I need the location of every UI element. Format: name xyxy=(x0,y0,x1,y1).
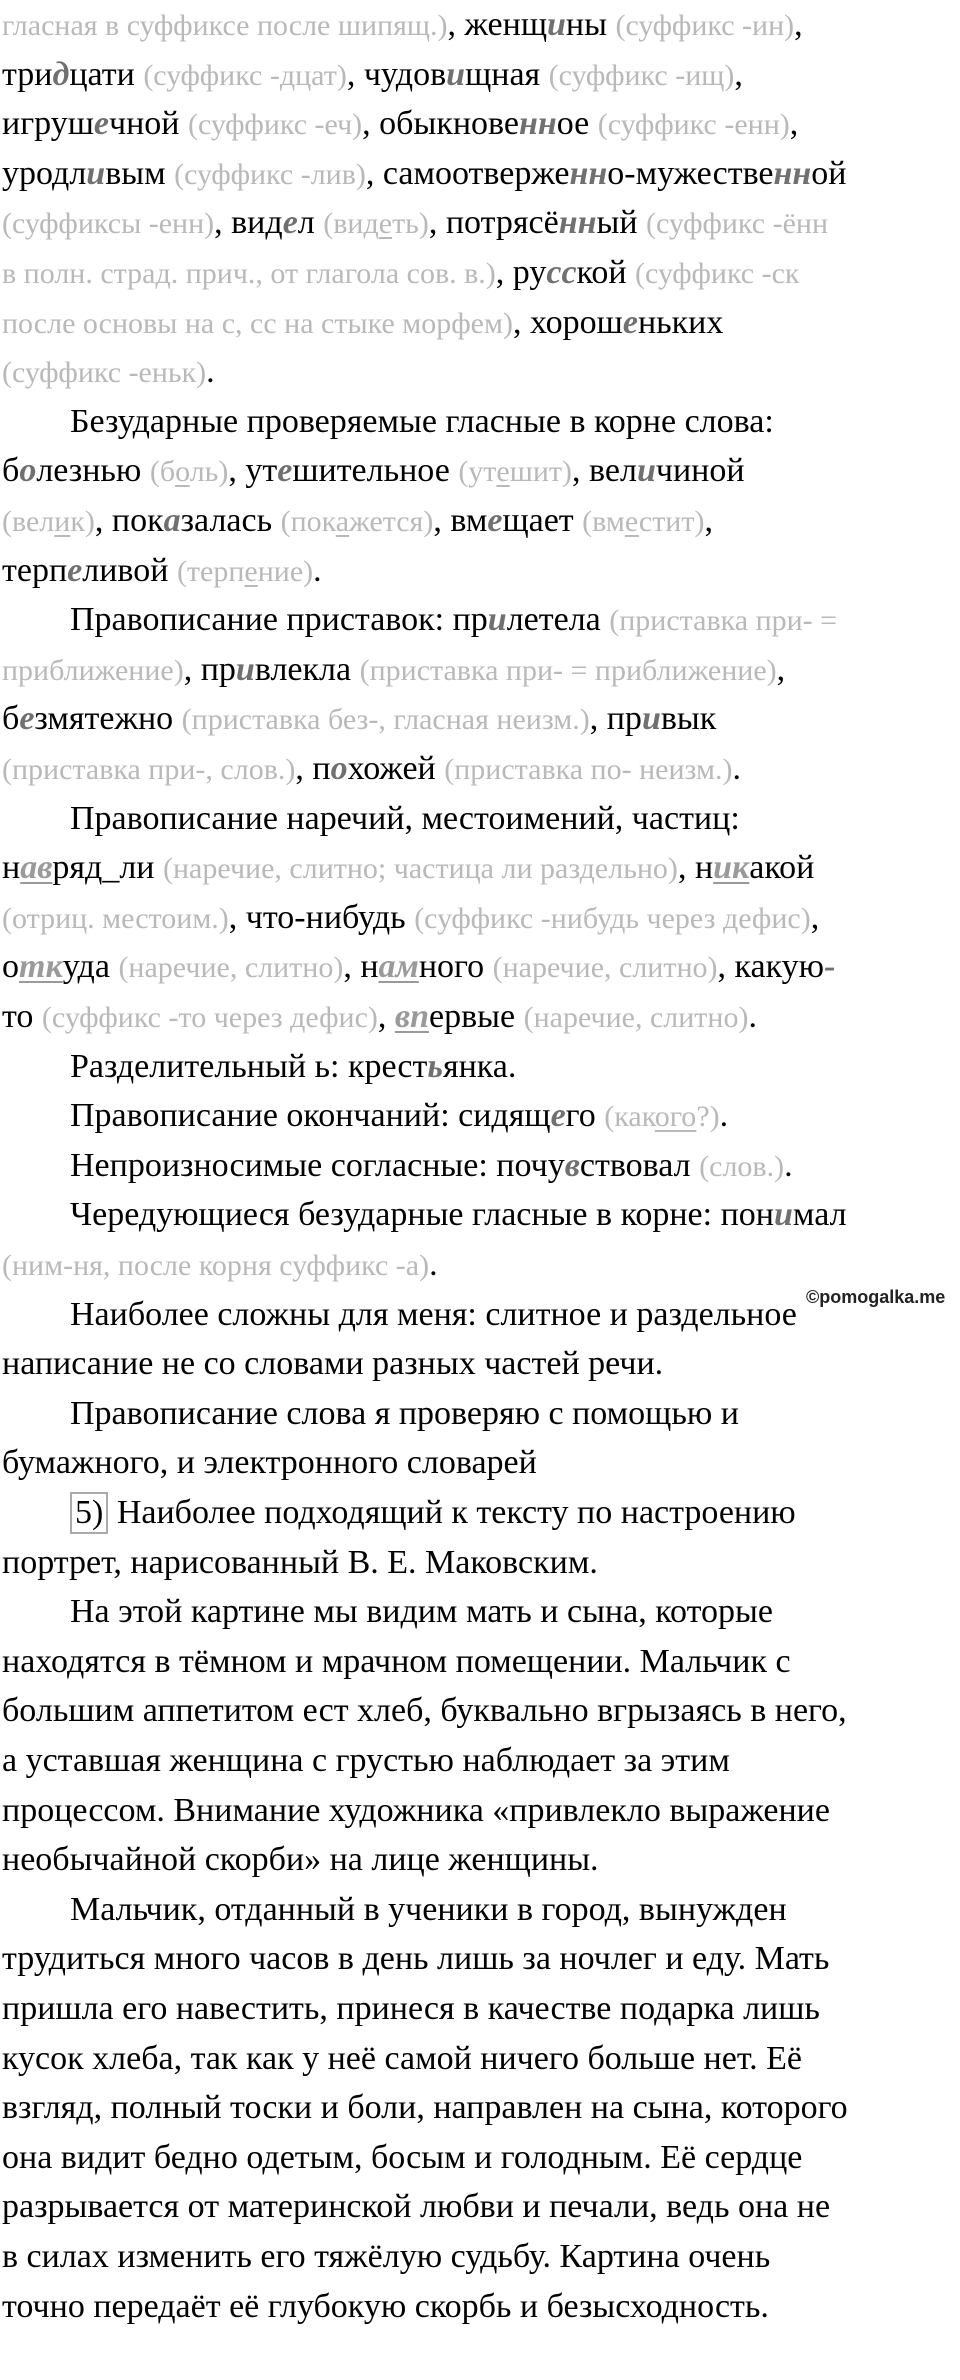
text-segment: На этой картине мы видим мать и сына, которые xyxy=(70,1593,773,1631)
text-segment: точно передаёт её глубокую скорбь и безысходность. xyxy=(2,2287,769,2325)
watermark: ©pomogalka.me xyxy=(806,1287,946,1307)
text-segment: влекла xyxy=(254,650,360,688)
text-segment: Правописание наречий, местоимений, частиц: xyxy=(70,799,740,837)
item-number: 5) xyxy=(70,1492,108,1534)
text-segment: лезнью xyxy=(36,452,150,490)
text-segment: . xyxy=(313,551,322,589)
highlighted-letter: и xyxy=(641,700,661,738)
text-segment: ервые xyxy=(428,998,524,1035)
text-segment: , вид xyxy=(214,204,283,242)
text-segment: акой xyxy=(749,849,815,887)
text-segment: процессом. Внимание художника «привлекло выражение xyxy=(2,1791,830,1829)
text-segment: уда xyxy=(62,948,119,986)
text-segment: , н xyxy=(677,849,714,887)
text-segment: . xyxy=(429,1246,438,1283)
text-segment: ряд_ли xyxy=(52,849,164,887)
grey-note: (ним-ня, после корня суффикс -а) xyxy=(2,1249,430,1282)
grey-note: (наречие, слитно) xyxy=(523,1001,749,1034)
text-segment: го xyxy=(565,1097,605,1135)
grey-note: к) xyxy=(70,505,95,538)
text-segment: в силах изменить его тяжёлую судьбу. Картина очень xyxy=(2,2238,771,2275)
text-segment: а уставшая женщина с грустью наблюдает за этим xyxy=(2,1742,730,1779)
text-segment: Наиболее подходящий к тексту по настроению xyxy=(108,1494,796,1531)
text-segment: цати xyxy=(69,55,144,93)
text-line xyxy=(2,496,713,546)
text-line xyxy=(70,1488,796,1538)
text-segment: , xyxy=(704,502,713,539)
grey-note: (как xyxy=(604,1100,655,1134)
text-segment: она видит бедно одетым, босым и голодным. Её сердце xyxy=(2,2138,803,2176)
text-segment: , самоотверже xyxy=(365,154,570,192)
grey-note-underlined: о xyxy=(175,455,190,489)
grey-note-underlined: е xyxy=(378,207,393,241)
highlighted-letter: ь xyxy=(427,1047,443,1085)
highlighted-letter: в xyxy=(564,1146,580,1184)
text-segment: , пр xyxy=(183,650,236,688)
text-line xyxy=(2,2232,770,2282)
grey-note: (суффиксы -енн) xyxy=(2,207,215,241)
text-line xyxy=(2,2034,802,2084)
grey-note: (терп xyxy=(176,554,245,588)
highlighted-prefix: ик xyxy=(713,849,750,887)
highlighted-letter: и xyxy=(86,154,106,192)
text-line xyxy=(2,1934,829,1984)
text-segment: , ут xyxy=(228,452,278,490)
text-line xyxy=(2,1786,830,1836)
highlighted-prefix: ав xyxy=(20,849,53,887)
grey-note: (ут xyxy=(458,455,497,489)
grey-note: ние) xyxy=(257,554,314,588)
text-segment: , н xyxy=(343,948,379,986)
grey-note: (б xyxy=(149,455,176,489)
text-line xyxy=(2,50,743,100)
text-line xyxy=(2,298,723,348)
text-line xyxy=(2,1339,663,1389)
text-line xyxy=(2,149,846,199)
grey-note: (суффикс -ищ) xyxy=(548,58,735,92)
grey-note-underlined: ого xyxy=(654,1100,697,1134)
highlighted-letter: е xyxy=(487,502,503,539)
highlighted-letter: сс xyxy=(546,254,577,291)
text-segment: разрывается от материнской любви и печали, ведь она не xyxy=(2,2188,831,2226)
text-line xyxy=(70,595,837,645)
highlighted-letter: о xyxy=(330,750,348,787)
text-line xyxy=(2,942,835,992)
text-segment: . xyxy=(206,353,215,391)
text-segment: летела xyxy=(506,601,610,639)
text-segment: Наиболее сложны для меня: слитное и раздельное xyxy=(70,1295,797,1333)
text-segment: янка. xyxy=(442,1047,517,1085)
text-line xyxy=(2,1637,791,1687)
grey-note: в полн. страд. прич., от глагола сов. в.) xyxy=(2,257,496,290)
text-segment: , женщ xyxy=(447,6,547,43)
text-segment: , хорош xyxy=(512,303,623,341)
highlighted-letter: - xyxy=(824,948,836,986)
text-segment: . xyxy=(732,750,741,787)
text-segment: Разделительный ь: крест xyxy=(70,1047,428,1085)
highlighted-letter: е xyxy=(622,303,638,341)
text-line xyxy=(70,1141,793,1191)
text-line xyxy=(70,794,740,844)
highlighted-letter: о xyxy=(19,452,37,490)
grey-note: (приставка при-, слов.) xyxy=(2,753,296,786)
highlighted-letter: нн xyxy=(558,204,597,242)
highlighted-letter: нн xyxy=(569,154,608,192)
text-segment: Правописание слова я проверяю с помощью и xyxy=(70,1394,739,1432)
text-line xyxy=(2,1984,820,2034)
highlighted-letter: и xyxy=(235,650,255,688)
text-segment: б xyxy=(2,700,20,738)
text-line xyxy=(2,2133,802,2183)
highlighted-letter: нн xyxy=(773,154,812,192)
text-segment: ливой xyxy=(82,551,177,589)
text-line xyxy=(2,2282,769,2332)
text-segment: л xyxy=(297,204,324,242)
highlighted-letter: и xyxy=(487,601,507,639)
text-line xyxy=(2,1835,599,1885)
text-segment: чиной xyxy=(655,452,745,490)
text-line xyxy=(2,744,741,794)
text-segment: шительное xyxy=(292,452,459,490)
text-segment: игруш xyxy=(2,105,94,143)
grey-note: жется) xyxy=(349,505,434,538)
text-line xyxy=(70,1885,787,1935)
text-segment: залась xyxy=(180,502,281,539)
text-line xyxy=(2,645,785,695)
grey-note: (суффикс -то через дефис) xyxy=(41,1001,378,1034)
text-line xyxy=(70,1091,728,1141)
text-segment: ньких xyxy=(637,303,724,341)
text-segment: , xyxy=(789,105,799,143)
grey-note: после основы на с, сс на стыке морфем) xyxy=(2,306,513,340)
text-line xyxy=(70,1042,516,1092)
text-line xyxy=(2,2083,848,2133)
grey-note: (слов.) xyxy=(699,1149,785,1183)
text-segment: взгляд, полный тоски и боли, направлен на сына, которого xyxy=(2,2089,848,2127)
text-segment: Правописание окончаний: сидящ xyxy=(70,1097,551,1135)
text-segment: . xyxy=(784,1146,793,1184)
grey-note: (приставка по- неизм.) xyxy=(444,753,733,786)
text-line xyxy=(2,1438,537,1488)
grey-note: (суффикс -нибудь через дефис) xyxy=(414,901,811,935)
text-segment: , пр xyxy=(589,700,642,738)
text-line xyxy=(2,1736,730,1786)
text-segment: ый xyxy=(596,204,647,242)
text-line xyxy=(2,99,798,149)
grey-note: (приставка при- = xyxy=(609,604,838,638)
text-segment: Правописание приставок: пр xyxy=(70,601,488,639)
highlighted-letter: е xyxy=(277,452,293,490)
grey-note: (пок xyxy=(280,505,336,538)
grey-note: (суффикс -ённ xyxy=(646,207,828,241)
grey-note: (вм xyxy=(582,505,625,538)
text-segment: большим аппетитом ест хлеб, буквально вгрызаясь в него, xyxy=(2,1692,847,1730)
grey-note: (наречие, слитно) xyxy=(492,951,718,985)
grey-note-underlined: а xyxy=(335,505,350,538)
text-line xyxy=(2,1240,438,1290)
grey-note: (суффикс -ск xyxy=(635,257,800,290)
text-segment: Непроизносимые согласные: почу xyxy=(70,1146,565,1184)
text-segment: написание не со словами разных частей речи. xyxy=(2,1345,664,1383)
text-segment: ой xyxy=(811,154,847,192)
text-segment: , xyxy=(810,898,820,936)
grey-note: стит) xyxy=(638,505,705,538)
highlighted-prefix: тк xyxy=(19,948,63,986)
text-line xyxy=(2,893,819,943)
text-segment: кусок хлеба, так как у неё самой ничего больше нет. Её xyxy=(2,2039,802,2077)
grey-note: (вид xyxy=(323,207,379,241)
text-segment: ое xyxy=(556,105,598,143)
text-segment: ствовал xyxy=(579,1146,700,1184)
text-segment: , ру xyxy=(495,254,547,291)
text-segment: н xyxy=(2,849,21,887)
grey-note: шит) xyxy=(509,455,573,489)
grey-note-underlined: е xyxy=(496,455,510,489)
text-segment: , xyxy=(734,55,743,93)
text-segment: ного xyxy=(418,948,493,986)
text-line xyxy=(2,843,814,893)
grey-note: (суффикс -еньк) xyxy=(2,356,207,390)
highlighted-letter: е xyxy=(282,204,298,242)
text-segment: . xyxy=(748,998,757,1035)
text-line xyxy=(2,0,803,50)
text-line xyxy=(2,1538,598,1588)
text-line xyxy=(70,1190,847,1240)
text-segment: , xyxy=(377,998,395,1035)
highlighted-letter: е xyxy=(93,105,109,143)
text-line xyxy=(2,694,716,744)
text-segment: . xyxy=(719,1097,729,1135)
text-segment: вым xyxy=(105,154,175,192)
highlighted-letter: и xyxy=(636,452,656,490)
grey-note: ть) xyxy=(392,207,429,241)
grey-note: (наречие, слитно) xyxy=(118,951,344,985)
highlighted-letter: е xyxy=(67,551,83,589)
text-segment: щная xyxy=(465,55,549,93)
text-segment: , xyxy=(794,6,803,43)
text-segment: , какую xyxy=(717,948,825,986)
text-segment: о-мужестве xyxy=(607,154,774,192)
text-line xyxy=(70,397,774,447)
text-segment: , потрясё xyxy=(428,204,559,242)
grey-note-underlined: е xyxy=(244,554,258,588)
grey-note: ?) xyxy=(696,1100,720,1134)
grey-note-underlined: и xyxy=(54,505,71,538)
text-segment: необычайной скорби» на лице женщины. xyxy=(2,1841,599,1879)
text-segment: кой xyxy=(576,254,636,291)
text-line xyxy=(2,248,800,298)
text-segment: Чередующиеся безударные гласные в корне: пон xyxy=(70,1196,774,1234)
highlighted-letter: е xyxy=(19,700,35,738)
text-segment: , вм xyxy=(433,502,488,539)
text-segment: трудиться много часов в день лишь за ночлег и еду. Мать xyxy=(2,1940,830,1978)
text-segment: , что-нибудь xyxy=(228,898,415,936)
text-segment: , обыкнове xyxy=(362,105,519,143)
text-segment: Мальчик, отданный в ученики в город, вынужден xyxy=(70,1890,787,1928)
grey-note: (суффикс -лив) xyxy=(174,157,366,191)
text-segment: портрет, нарисованный В. Е. Маковским. xyxy=(2,1543,598,1581)
highlighted-prefix: вп xyxy=(394,998,429,1035)
highlighted-letter: и xyxy=(446,55,466,93)
grey-note: гласная в суффиксе после шипящ.) xyxy=(2,9,448,42)
text-segment: то xyxy=(2,998,42,1035)
text-segment: пришла его навестить, принеся в качестве подарка лишь xyxy=(2,1990,820,2027)
text-line xyxy=(2,546,322,596)
text-segment: мал xyxy=(792,1196,847,1234)
grey-note: (наречие, слитно; частица ли раздельно) xyxy=(163,852,678,886)
grey-note: (приставка при- = приближение) xyxy=(359,653,777,687)
highlighted-letter: и xyxy=(547,6,566,43)
text-segment: чной xyxy=(108,105,188,143)
text-segment: Безударные проверяемые гласные в корне слова: xyxy=(70,402,774,440)
text-line xyxy=(2,1686,847,1736)
text-segment: б xyxy=(2,452,20,490)
text-line xyxy=(2,347,215,397)
grey-note: (суффикс -енн) xyxy=(597,108,790,142)
text-segment: вык xyxy=(660,700,717,738)
text-line xyxy=(70,1587,773,1637)
text-segment: терп xyxy=(2,551,68,589)
text-line xyxy=(2,446,745,496)
text-line xyxy=(70,1290,797,1340)
text-segment: змятежно xyxy=(34,700,182,738)
grey-note: (суффикс -ин) xyxy=(615,9,795,42)
text-segment: хожей xyxy=(347,750,445,787)
text-segment: о xyxy=(2,948,19,986)
grey-note: (суффикс -дцат) xyxy=(143,58,347,92)
grey-note: (суффикс -еч) xyxy=(187,108,363,142)
highlighted-letter: а xyxy=(163,502,181,539)
text-segment: щает xyxy=(502,502,583,539)
highlighted-letter: нн xyxy=(518,105,557,143)
text-segment: , п xyxy=(295,750,331,787)
text-segment: бумажного, и электронного словарей xyxy=(2,1444,537,1482)
grey-note: ль) xyxy=(189,455,229,489)
highlighted-letter: е xyxy=(550,1097,566,1135)
grey-note-underlined: е xyxy=(624,505,639,538)
highlighted-prefix: ам xyxy=(378,948,419,986)
text-segment: уродл xyxy=(2,154,87,192)
grey-note: (приставка без-, гласная неизм.) xyxy=(181,703,590,737)
text-segment: , вел xyxy=(572,452,637,490)
grey-note: (отриц. местоим.) xyxy=(2,901,229,935)
text-line xyxy=(70,1389,739,1439)
text-segment: , пок xyxy=(94,502,164,539)
text-line xyxy=(2,2182,830,2232)
text-line xyxy=(2,198,828,248)
grey-note: (вел xyxy=(2,505,55,538)
text-segment: три xyxy=(2,55,53,93)
grey-note: приближение) xyxy=(2,653,184,687)
highlighted-letter: д xyxy=(52,55,70,93)
text-line xyxy=(2,992,757,1042)
text-segment: , чудов xyxy=(346,55,447,93)
text-segment: , xyxy=(776,650,786,688)
highlighted-letter: и xyxy=(774,1196,793,1234)
text-segment: ны xyxy=(565,6,616,43)
text-segment: находятся в тёмном и мрачном помещении. Мальчик с xyxy=(2,1642,791,1680)
